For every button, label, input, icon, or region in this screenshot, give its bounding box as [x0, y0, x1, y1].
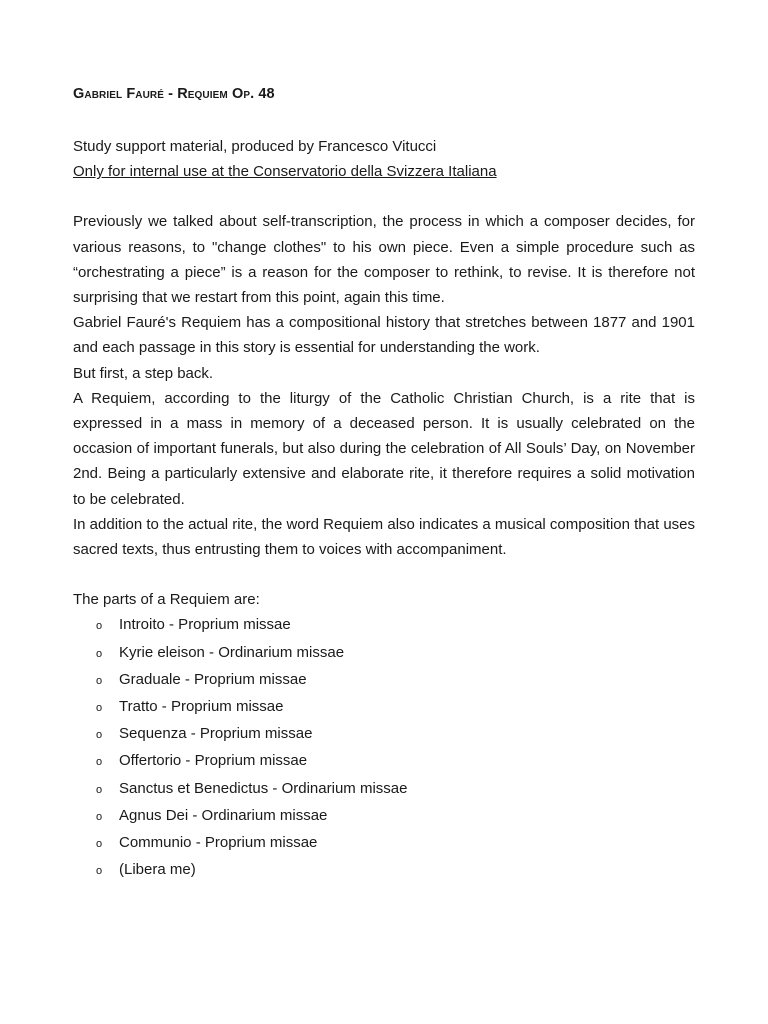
bullet-icon: o	[96, 702, 103, 715]
subtitle-block	[73, 134, 695, 184]
bullet-icon: o	[96, 838, 103, 851]
list-item-label: Graduale - Proprium missae	[119, 670, 307, 688]
list-item	[73, 776, 695, 803]
parts-heading: The parts of a Requiem are:	[73, 591, 260, 609]
list-item	[73, 667, 695, 694]
paragraph: A Requiem, according to the liturgy of the Catholic Christian Church, is a rite that is expressed in a mass in memory of a deceased person. It is usually celebrated on the occasion of important funerals, but also during the celebration of All Souls’ Day, on November 2nd. Being a particularly extensive and elaborate rite, it therefore requires a solid motivation to be celebrated.	[73, 389, 695, 508]
list-item	[73, 612, 695, 639]
list-item	[73, 640, 695, 667]
parts-list	[73, 612, 695, 884]
paragraph: But first, a step back.	[73, 364, 214, 382]
bullet-icon: o	[96, 620, 103, 633]
bullet-icon: o	[96, 810, 103, 823]
list-item-label: Tratto - Proprium missae	[119, 698, 284, 716]
paragraph: Gabriel Fauré's Requiem has a compositional history that stretches between 1877 and 1901 and each passage in this story is essential for understanding the work.	[73, 314, 695, 357]
list-item	[73, 721, 695, 748]
bullet-icon: o	[96, 756, 103, 769]
list-item-label: Sanctus et Benedictus - Ordinarium missae	[119, 779, 408, 797]
list-item	[73, 748, 695, 775]
bullet-icon: o	[96, 865, 103, 878]
list-item	[73, 803, 695, 830]
bullet-icon: o	[96, 674, 103, 687]
list-item	[73, 830, 695, 857]
list-item	[73, 857, 695, 884]
document-page	[73, 84, 695, 884]
list-item-label: Sequenza - Proprium missae	[119, 725, 313, 743]
list-item-label: Offertorio - Proprium missae	[119, 752, 308, 770]
paragraph: In addition to the actual rite, the word Requiem also indicates a musical composition that uses sacred texts, thus entrusting them to voices with accompaniment.	[73, 515, 696, 559]
document-title: Gabriel Fauré - Requiem Op. 48	[73, 86, 275, 102]
paragraph: Previously we talked about self-transcription, the process in which a composer decides, for various reasons, to "change clothes" to his own piece. Even a simple procedure such as “orchestrating a piece” is a reason for the composer to rethink, to revise. It is therefore not surprising that we restart from this point, again this time.	[73, 213, 695, 307]
body-text	[73, 209, 695, 562]
list-item	[73, 694, 695, 721]
list-item-label: Communio - Proprium missae	[119, 834, 318, 852]
author-line: Study support material, produced by Francesco Vitucci	[73, 138, 437, 155]
bullet-icon: o	[96, 783, 103, 796]
bullet-icon: o	[96, 647, 103, 660]
list-item-label: Kyrie eleison - Ordinarium missae	[119, 643, 345, 661]
usage-notice: Only for internal use at the Conservatorio della Svizzera Italiana	[73, 163, 497, 181]
bullet-icon: o	[96, 729, 103, 742]
list-item-label: (Libera me)	[119, 861, 196, 879]
list-item-label: Agnus Dei - Ordinarium missae	[119, 806, 328, 824]
list-item-label: Introito - Proprium missae	[119, 616, 291, 634]
